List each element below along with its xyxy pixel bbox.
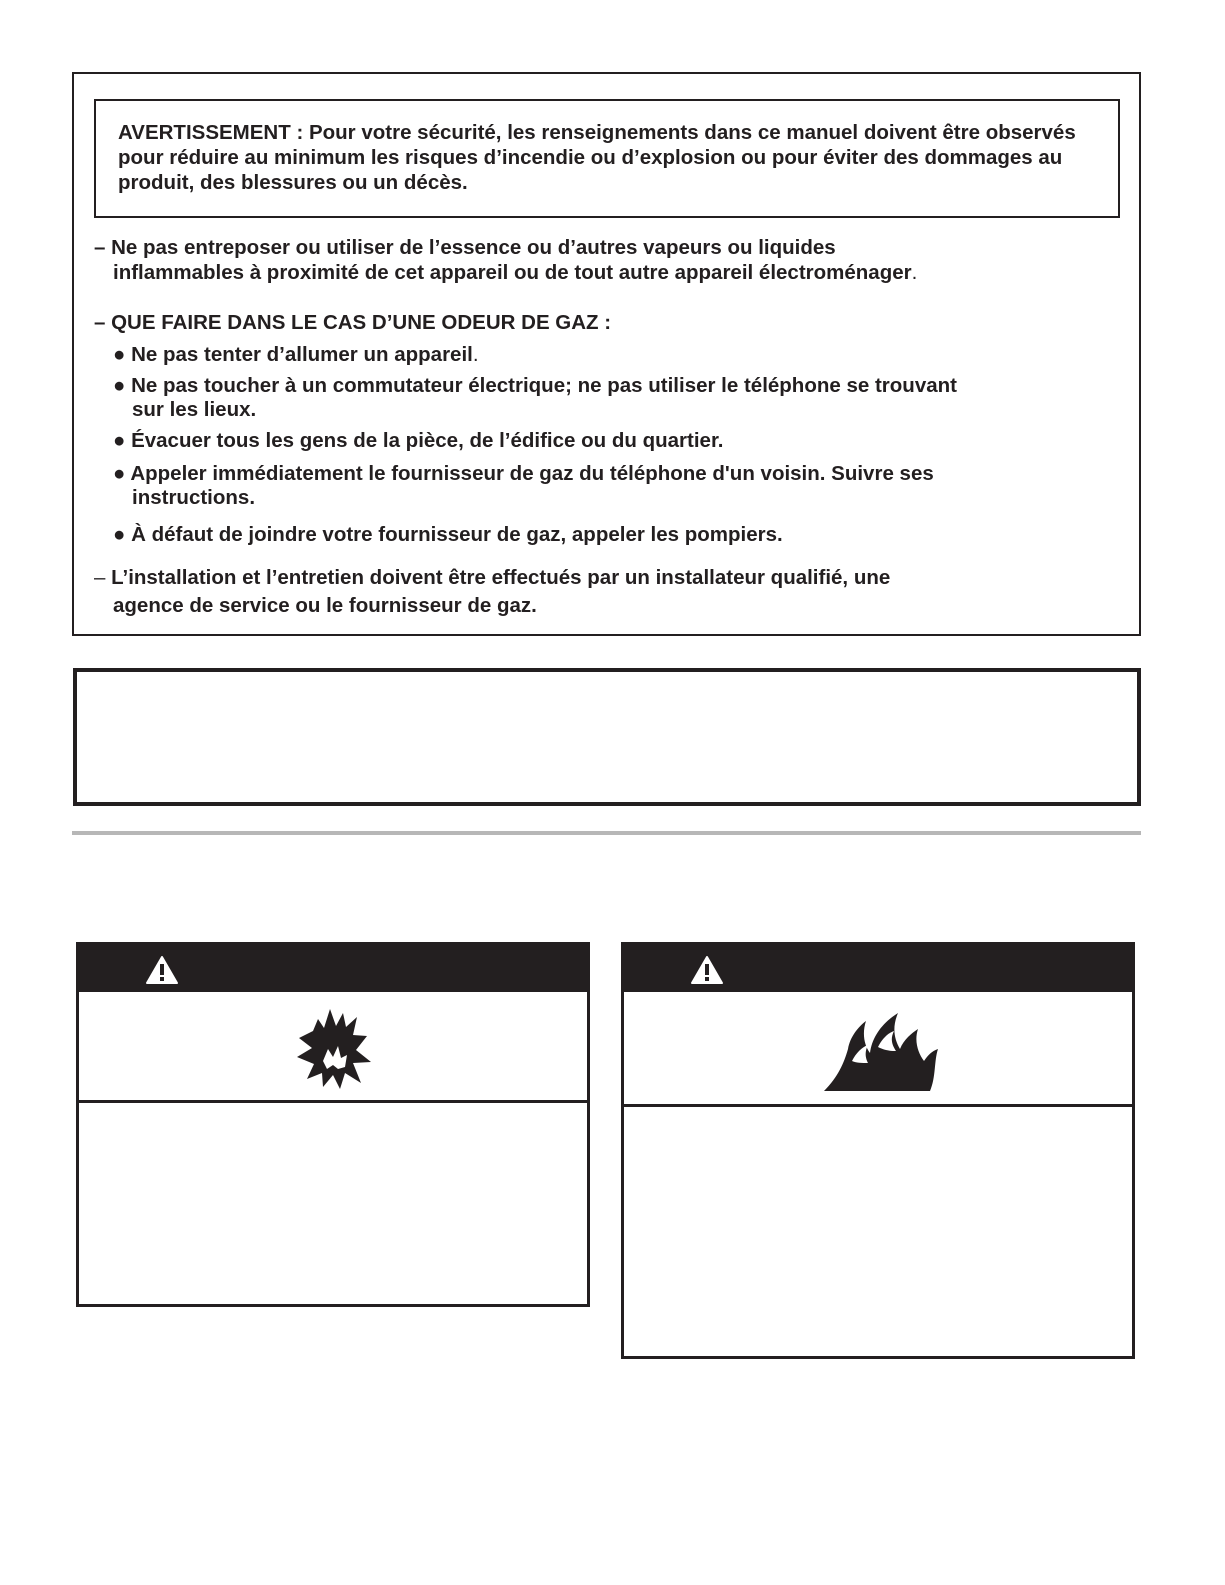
gas-step-4-line-1: ● Appeler immédiatement le fournisseur de gaz du téléphone d'un voisin. Suivre ses (113, 462, 934, 485)
installation-text: L’installation et l’entretien doivent être effectués par un installateur qualifié, une (105, 566, 891, 589)
gas-odor-heading: – QUE FAIRE DANS LE CAS D’UNE ODEUR DE GAZ : (94, 311, 612, 334)
storage-warning-period: . (911, 261, 918, 284)
installation-dash: – (94, 566, 106, 589)
gas-step-2-line-1: ● Ne pas toucher à un commutateur électrique; ne pas utiliser le téléphone se trouvant (113, 374, 957, 397)
installation-note-line-1 (94, 565, 890, 590)
warning-triangle-icon (690, 955, 724, 985)
gas-step-1 (113, 342, 479, 367)
gas-step-5: ● À défaut de joindre votre fournisseur de gaz, appeler les pompiers. (113, 523, 783, 546)
section-divider (72, 831, 1141, 835)
gas-step-4-line-2: instructions. (132, 486, 256, 509)
installation-note-line-2: agence de service ou le fournisseur de gaz. (113, 594, 537, 617)
gas-step-1-text: ● Ne pas tenter d’allumer un appareil (113, 343, 473, 366)
storage-warning-text: inflammables à proximité de cet appareil ou de tout autre appareil électroménager (113, 261, 912, 284)
fire-panel-divider (624, 1104, 1132, 1107)
gas-step-2-line-2: sur les lieux. (132, 398, 257, 421)
storage-warning-line-1: – Ne pas entreposer ou utiliser de l’essence ou d’autres vapeurs ou liquides (94, 236, 836, 259)
explosion-panel-divider (79, 1100, 587, 1103)
fire-hazard-panel (621, 942, 1135, 1359)
explosion-icon (293, 1003, 375, 1091)
explosion-panel-header (79, 945, 587, 992)
gas-step-1-period: . (472, 343, 479, 366)
fire-panel-header (624, 945, 1132, 992)
fire-icon (822, 1005, 940, 1093)
gas-step-3: ● Évacuer tous les gens de la pièce, de l’édifice ou du quartier. (113, 429, 724, 452)
explosion-hazard-panel (76, 942, 590, 1307)
avertissement-text: AVERTISSEMENT : Pour votre sécurité, les renseignements dans ce manuel doivent être observés pour réduire au minimum les risques d’incendie ou d’explosion ou pour éviter des dommages au produit, des blessures ou un décès. (118, 121, 1076, 194)
storage-warning-line-2 (113, 260, 917, 285)
empty-notice-box (73, 668, 1141, 806)
warning-triangle-icon (145, 955, 179, 985)
